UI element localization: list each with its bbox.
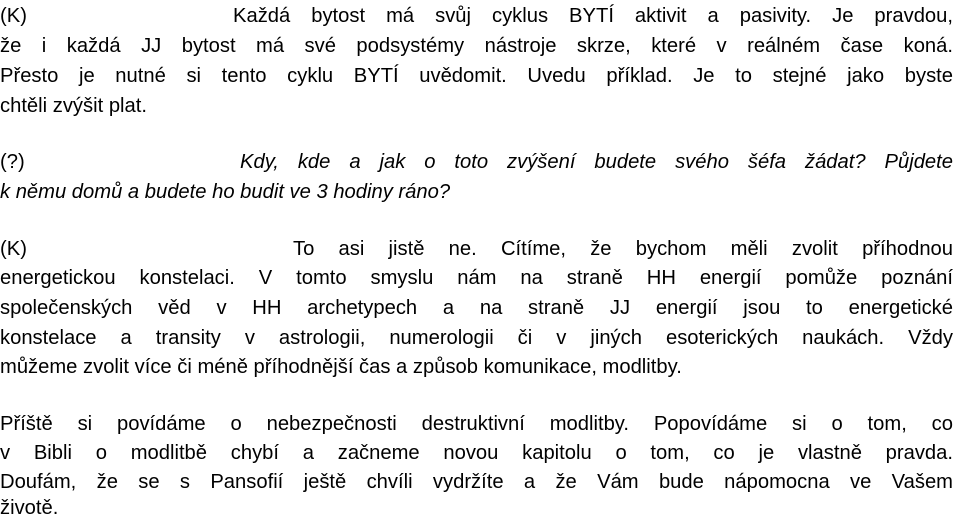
paragraph-3-line-4: konstelace a transity v astrologii, numerologii či v jiných esoterických naukách. Vždy (0, 327, 953, 349)
paragraph-1-line-4: chtěli zvýšit plat. (0, 95, 147, 117)
line-text: Kdy, kde a jak o toto zvýšení budete svého šéfa žádat? Půjdete (240, 151, 953, 173)
paragraph-1-line-3: Přesto je nutné si tento cyklu BYTÍ uvědomit. Uvedu příklad. Je to stejné jako byste (0, 65, 953, 87)
paragraph-3-line-2: energetickou konstelaci. V tomto smyslu nám na straně HH energií pomůže poznání (0, 267, 953, 289)
speaker-tag: (?) (0, 151, 25, 173)
paragraph-1-line-2: že i každá JJ bytost má své podsystémy nástroje skrze, které v reálném čase koná. (0, 35, 953, 57)
paragraph-4-line-1: Příště si povídáme o nebezpečnosti destruktivní modlitby. Popovídáme si o tom, co (0, 413, 953, 435)
speaker-tag: (K) (0, 5, 27, 27)
paragraph-3-line-3: společenských věd v HH archetypech a na straně JJ energií jsou to energetické (0, 297, 953, 319)
line-text: Každá bytost má svůj cyklus BYTÍ aktivit a pasivity. Je pravdou, (233, 5, 953, 27)
paragraph-2-line-1 (0, 149, 953, 175)
paragraph-4-line-2: v Bibli o modlitbě chybí a začneme novou kapitolu o tom, co je vlastně pravda. (0, 442, 953, 464)
line-text: To asi jistě ne. Cítíme, že bychom měli zvolit příhodnou (293, 238, 953, 260)
paragraph-4-line-4: životě. (0, 497, 59, 519)
paragraph-4-line-3: Doufám, že se s Pansofií ještě chvíli vydržíte a že Vám bude nápomocna ve Vašem (0, 471, 953, 493)
paragraph-2-line-2: k němu domů a budete ho budit ve 3 hodiny ráno? (0, 181, 451, 203)
paragraph-3-line-5: můžeme zvolit více či méně příhodnější čas a způsob komunikace, modlitby. (0, 356, 682, 378)
paragraph-3-line-1 (0, 236, 953, 262)
paragraph-1-line-1 (0, 3, 953, 29)
speaker-tag: (K) (0, 238, 27, 260)
